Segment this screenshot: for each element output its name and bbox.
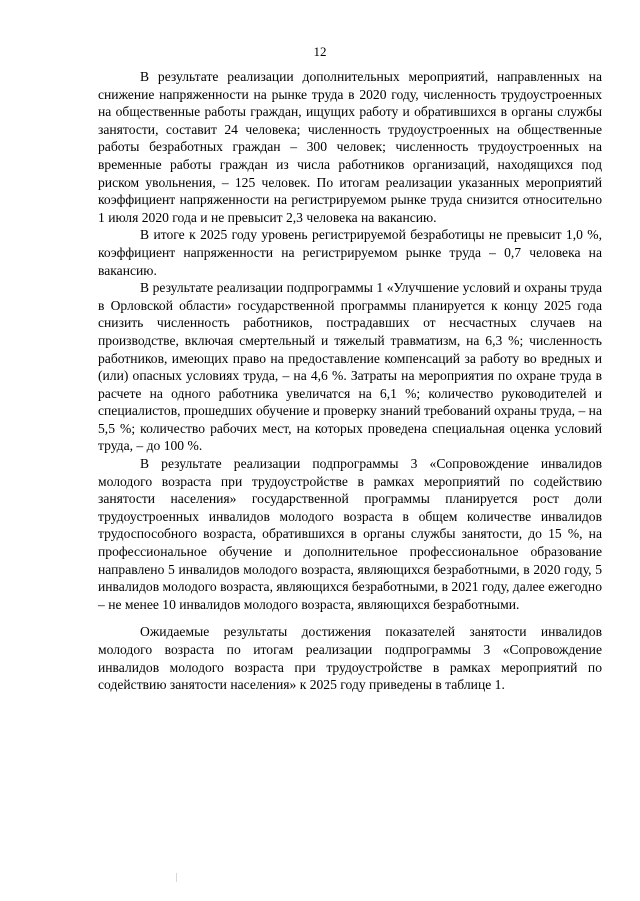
paragraph-additional-measures: В результате реализации дополнительных мероприятий, направленных на снижение напряженности на рынке труда в 2020 году, численность трудоустроенных на общественные работы граждан, ищущих работу и обратившихся в органы службы занятости, составит 24 человека; численность трудоустроенных на общественные работы безработных граждан – 300 человек; численность трудоустроенных на временные работы граждан из числа работников организаций, находящихся под риском увольнения, – 125 человек. По итогам реализации указанных мероприятий коэффициент напряженности на регистрируемом рынке труда снизится относительно 1 июля 2020 года и не превысит 2,3 человека на вакансию. [98, 69, 602, 225]
paragraph-2025-unemployment-target: В итоге к 2025 году уровень регистрируемой безработицы не превысит 1,0 %, коэффициент напряженности на регистрируемом рынке труда – 0,7 человека на вакансию. [98, 227, 602, 278]
paragraph-table-reference: Ожидаемые результаты достижения показателей занятости инвалидов молодого возраста по итогам реализации подпрограммы 3 «Сопровождение инвалидов молодого возраста при трудоустройстве в рамках мероприятий по содействию занятости населения» к 2025 году приведены в таблице 1. [98, 624, 602, 693]
scan-artifact [176, 873, 177, 882]
paragraph-subprogram-1-results: В результате реализации подпрограммы 1 «Улучшение условий и охраны труда в Орловской области» государственной программы планируется к концу 2025 года снизить численность работников, пострадавших от несчастных случаев на производстве, включая смертельный и тяжелый травматизм, на 6,3 %; численность работников, имеющих право на предоставление компенсаций за работу во вредных и (или) опасных условиях труда, – на 4,6 %. Затраты на мероприятия по охране труда в расчете на одного работника увеличатся на 6,1 %; количество руководителей и специалистов, прошедших обучение и проверку знаний требований охраны труда, – на 5,5 %; количество рабочих мест, на которых проведена специальная оценка условий труда, – до 100 %. [98, 280, 602, 454]
document-body [98, 68, 602, 694]
page-number: 12 [313, 44, 327, 59]
paragraph-subprogram-3-results: В результате реализации подпрограммы 3 «Сопровождение инвалидов молодого возраста при трудоустройстве в рамках мероприятий по содействию занятости населения» государственной программы планируется рост доли трудоустроенных инвалидов молодого возраста в общем количестве инвалидов трудоспособного возраста, обратившихся в органы службы занятости, до 15 %, на профессиональное обучение и дополнительное профессиональное образование направлено 5 инвалидов молодого возраста, являющихся безработными, в 2020 году, 5 инвалидов молодого возраста, являющихся безработными, в 2021 году, далее ежегодно – не менее 10 инвалидов молодого возраста, являющихся безработными. [98, 456, 603, 612]
paragraph-spacer [98, 613, 602, 623]
